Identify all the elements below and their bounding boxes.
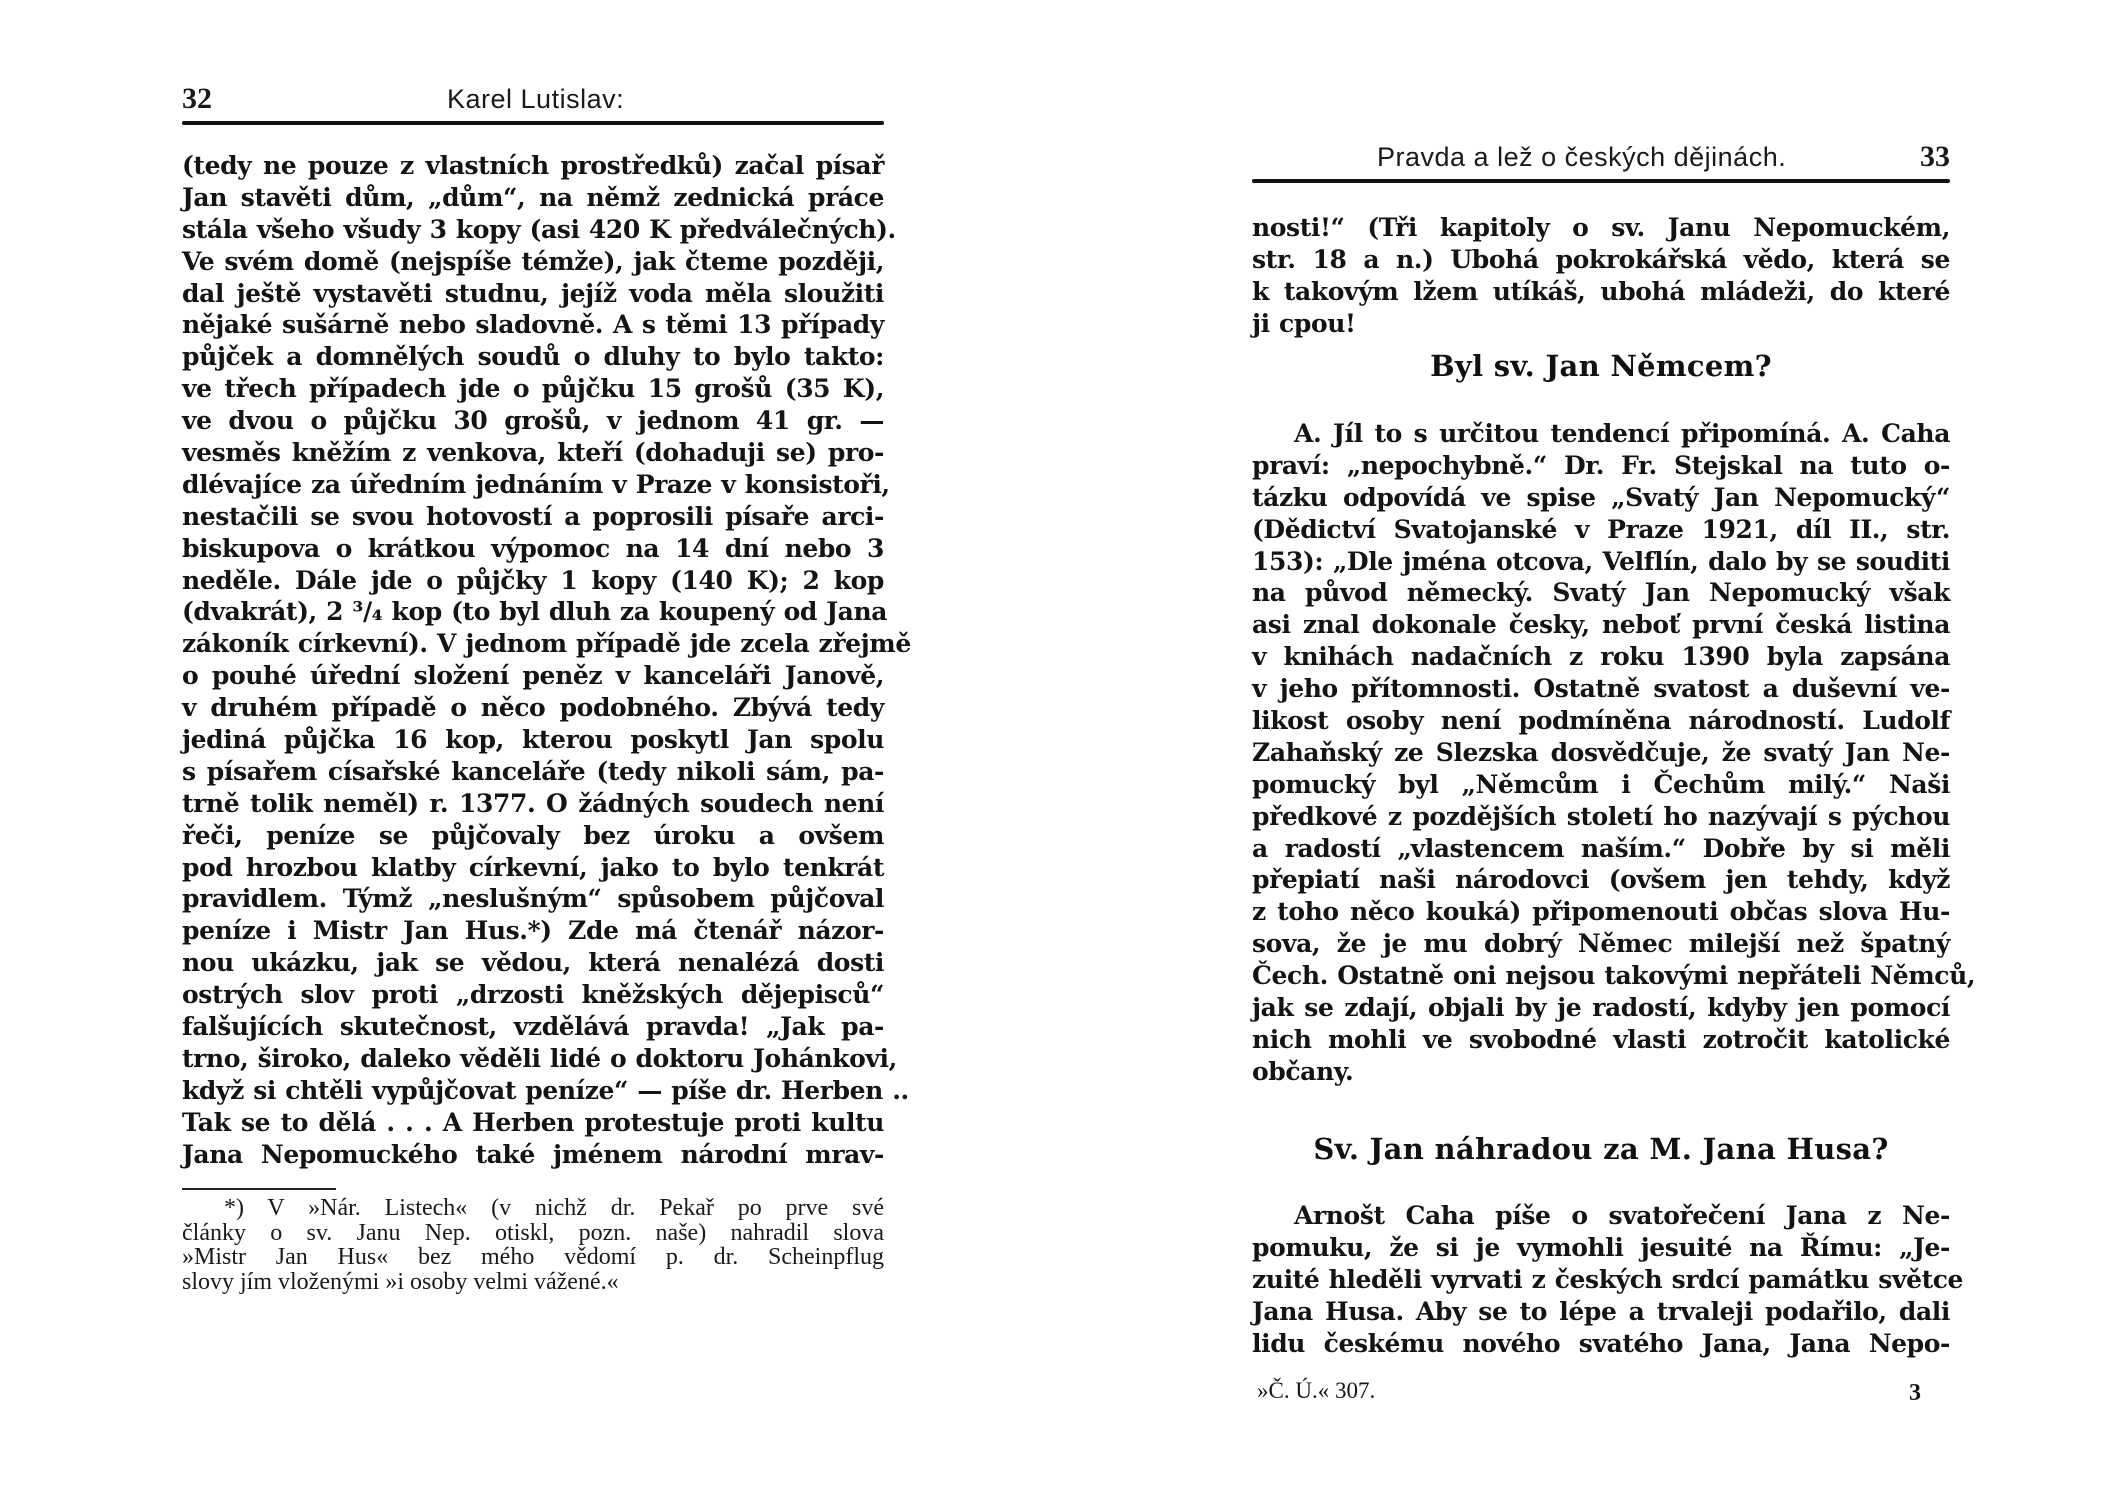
text-line: trně tolik neměl) r. 1377. O žádných soudech není [182, 788, 884, 818]
text-line: z toho něco kouká) připomenouti občas slova Hu- [1252, 897, 1950, 927]
text-line: nou ukázku, jak se vědou, která nenalézá dosti [182, 948, 884, 978]
text-line: tázku odpovídá ve spise „Svatý Jan Nepomucký“ [1252, 482, 1950, 512]
text-line: na původ německý. Svatý Jan Nepomucký však [1252, 578, 1950, 608]
page-number: 32 [182, 82, 212, 115]
text-line: nosti!“ (Tři kapitoly o sv. Janu Nepomuckém, [1252, 213, 1950, 242]
footnote-line: články o sv. Janu Nep. otiskl, pozn. naše) nahradil slova [182, 1219, 884, 1246]
text-line: pravidlem. Týmž „neslušným“ spůsobem půjčoval [182, 884, 884, 914]
section-heading: Sv. Jan náhradou za M. Jana Husa? [1313, 1132, 1889, 1166]
text-line: pomucký byl „Němcům i Čechům milý.“ Naši [1252, 769, 1950, 799]
text-line: ostrých slov proti „drzosti kněžských dějepisců“ [182, 980, 884, 1010]
footnote-line: slovy jím vloženými »i osoby velmi vážené.« [182, 1268, 619, 1295]
header-rule [1252, 179, 1950, 183]
text-line: (Dědictví Svatojanské v Praze 1921, díl II., str. [1252, 514, 1950, 544]
body-text-section-1 [1252, 418, 1976, 1088]
text-line: ve dvou o půjčku 30 grošů, v jednom 41 gr. — [182, 406, 884, 436]
text-line: Jan stavěti dům, „dům“, na němž zednická práce [182, 182, 884, 212]
text-line: Jana Nepomuckého také jménem národní mrav- [182, 1139, 884, 1169]
running-header [1252, 140, 1950, 180]
text-line: nějaké sušárně nebo sladovně. A s těmi 13 případy [182, 310, 884, 340]
text-line: nich mohli ve svobodné vlasti zotročit katolické [1252, 1024, 1950, 1054]
text-line: pomuku, že si je vymohli jesuité na Římu: „Je- [1252, 1232, 1950, 1262]
running-title: Pravda a lež o českých dějinách. [1377, 142, 1787, 172]
text-line: Ve svém domě (nejspíše témže), jak čteme později, [182, 246, 884, 276]
text-line: Tak se to dělá . . . A Herben protestuje proti kultu [182, 1107, 884, 1137]
text-line: občany. [1252, 1056, 1354, 1086]
body-text-continuation [1252, 212, 1950, 340]
footnote-line: »Mistr Jan Hus« bez mého vědomí p. dr. Scheinpflug [182, 1244, 884, 1270]
text-line: dlévajíce za úředním jednáním v Praze v konsistoři, [182, 469, 890, 499]
footnote-rule [182, 1188, 336, 1190]
text-line: vesměs kněžím z venkova, kteří (dohaduji se) pro- [182, 438, 884, 468]
running-title: Karel Lutislav: [447, 84, 625, 114]
text-line: Zahaňský ze Slezska dosvědčuje, že svatý Jan Ne- [1252, 737, 1950, 767]
text-line: v druhém případě o něco podobného. Zbývá tedy [182, 693, 884, 723]
text-line: zákoník církevní). V jednom případě jde zcela zřejmě [182, 629, 911, 659]
text-line: půjček a domnělých soudů o dluhy to bylo takto: [182, 342, 884, 372]
text-line: zuité hleděli vyrvati z českých srdcí památku světce [1252, 1264, 1964, 1294]
text-line: jediná půjčka 16 kop, kterou poskytl Jan spolu [182, 725, 884, 755]
text-line: nestačili se svou hotovostí a poprosili písaře arci- [182, 501, 884, 531]
text-line: jak se zdají, objali by je radostí, kdyby jen pomocí [1252, 993, 1950, 1023]
running-header [182, 82, 884, 122]
footnote [182, 1196, 884, 1294]
text-line: a radostí „vlastencem naším.“ Dobře by si měli [1252, 833, 1950, 863]
section-heading: Byl sv. Jan Němcem? [1430, 349, 1772, 383]
text-line: stála všeho všudy 3 kopy (asi 420 K předválečných). [182, 214, 896, 244]
text-line: lidu českému nového svatého Jana, Jana Nepo- [1252, 1328, 1950, 1358]
text-line: řeči, peníze se půjčovaly bez úroku a ovšem [182, 820, 884, 850]
text-line: (dvakrát), 2 ³/₄ kop (to byl dluh za koupený od Jana [182, 597, 888, 627]
text-line: Jana Husa. Aby se to lépe a trvaleji podařilo, dali [1252, 1296, 1950, 1326]
text-line: biskupova o krátkou výpomoc na 14 dní nebo 3 [182, 533, 884, 563]
text-line: praví: „nepochybně.“ Dr. Fr. Stejskal na tuto o- [1252, 450, 1950, 480]
text-line: falšujících skutečnost, vzdělává pravda! „Jak pa- [182, 1012, 884, 1042]
text-line: ji cpou! [1252, 308, 1356, 338]
footnote-line: *) V »Nár. Listech« (v nichž dr. Pekař po prve své [224, 1195, 884, 1221]
text-line: když si chtěli vypůjčovat peníze“ — píše dr. Herben .. [182, 1075, 909, 1105]
footer-reference: »Č. Ú.« 307. [1257, 1378, 1376, 1403]
text-line: ve třech případech jde o půjčku 15 grošů (35 K), [182, 374, 884, 404]
page-number: 33 [1920, 140, 1950, 173]
text-line: Čech. Ostatně oni nejsou takovými nepřáteli Němců, [1252, 961, 1976, 991]
text-line: str. 18 a n.) Ubohá pokrokářská vědo, která se [1252, 244, 1950, 274]
signature-mark: 3 [1909, 1380, 1921, 1406]
text-line: v jeho přítomnosti. Ostatně svatost a duševní ve- [1252, 674, 1950, 704]
text-line: předkové z pozdějších století ho nazývají s pýchou [1252, 801, 1950, 831]
text-line: dal ještě vystavěti studnu, jejíž voda měla sloužiti [182, 278, 884, 308]
text-line: (tedy ne pouze z vlastních prostředků) začal písař [182, 151, 884, 180]
text-line: neděle. Dále jde o půjčky 1 kopy (140 K); 2 kop [182, 565, 884, 595]
text-line: A. Jíl to s určitou tendencí připomíná. A. Caha [1294, 419, 1950, 448]
page-footer [1252, 1378, 1950, 1408]
text-line: pod hrozbou klatby církevní, jako to bylo tenkrát [182, 852, 884, 882]
body-text-section-2 [1252, 1200, 1964, 1359]
text-line: přepiatí naši národovci (ovšem jen tehdy, když [1252, 865, 1950, 895]
body-text [182, 150, 911, 1171]
text-line: asi znal dokonale česky, neboť první česká listina [1252, 610, 1950, 640]
text-line: trno, široko, daleko věděli lidé o doktoru Johánkovi, [182, 1043, 897, 1073]
text-line: likost osoby není podmíněna národností. Ludolf [1252, 706, 1950, 736]
text-line: peníze i Mistr Jan Hus.*) Zde má čtenář názor- [182, 916, 884, 946]
text-line: v knihách nadačních z roku 1390 byla zapsána [1252, 642, 1950, 672]
text-line: 153): „Dle jména otcova, Velflín, dalo by se souditi [1252, 546, 1950, 576]
text-line: sova, že je mu dobrý Němec milejší než špatný [1252, 929, 1950, 959]
text-line: k takovým lžem utíkáš, ubohá mládeži, do které [1252, 276, 1950, 306]
text-line: Arnošt Caha píše o svatořečení Jana z Ne- [1294, 1201, 1950, 1230]
header-rule [182, 121, 884, 125]
text-line: o pouhé úřední složení peněz v kanceláři Janově, [182, 661, 884, 691]
text-line: s písařem císařské kanceláře (tedy nikoli sám, pa- [182, 756, 884, 786]
